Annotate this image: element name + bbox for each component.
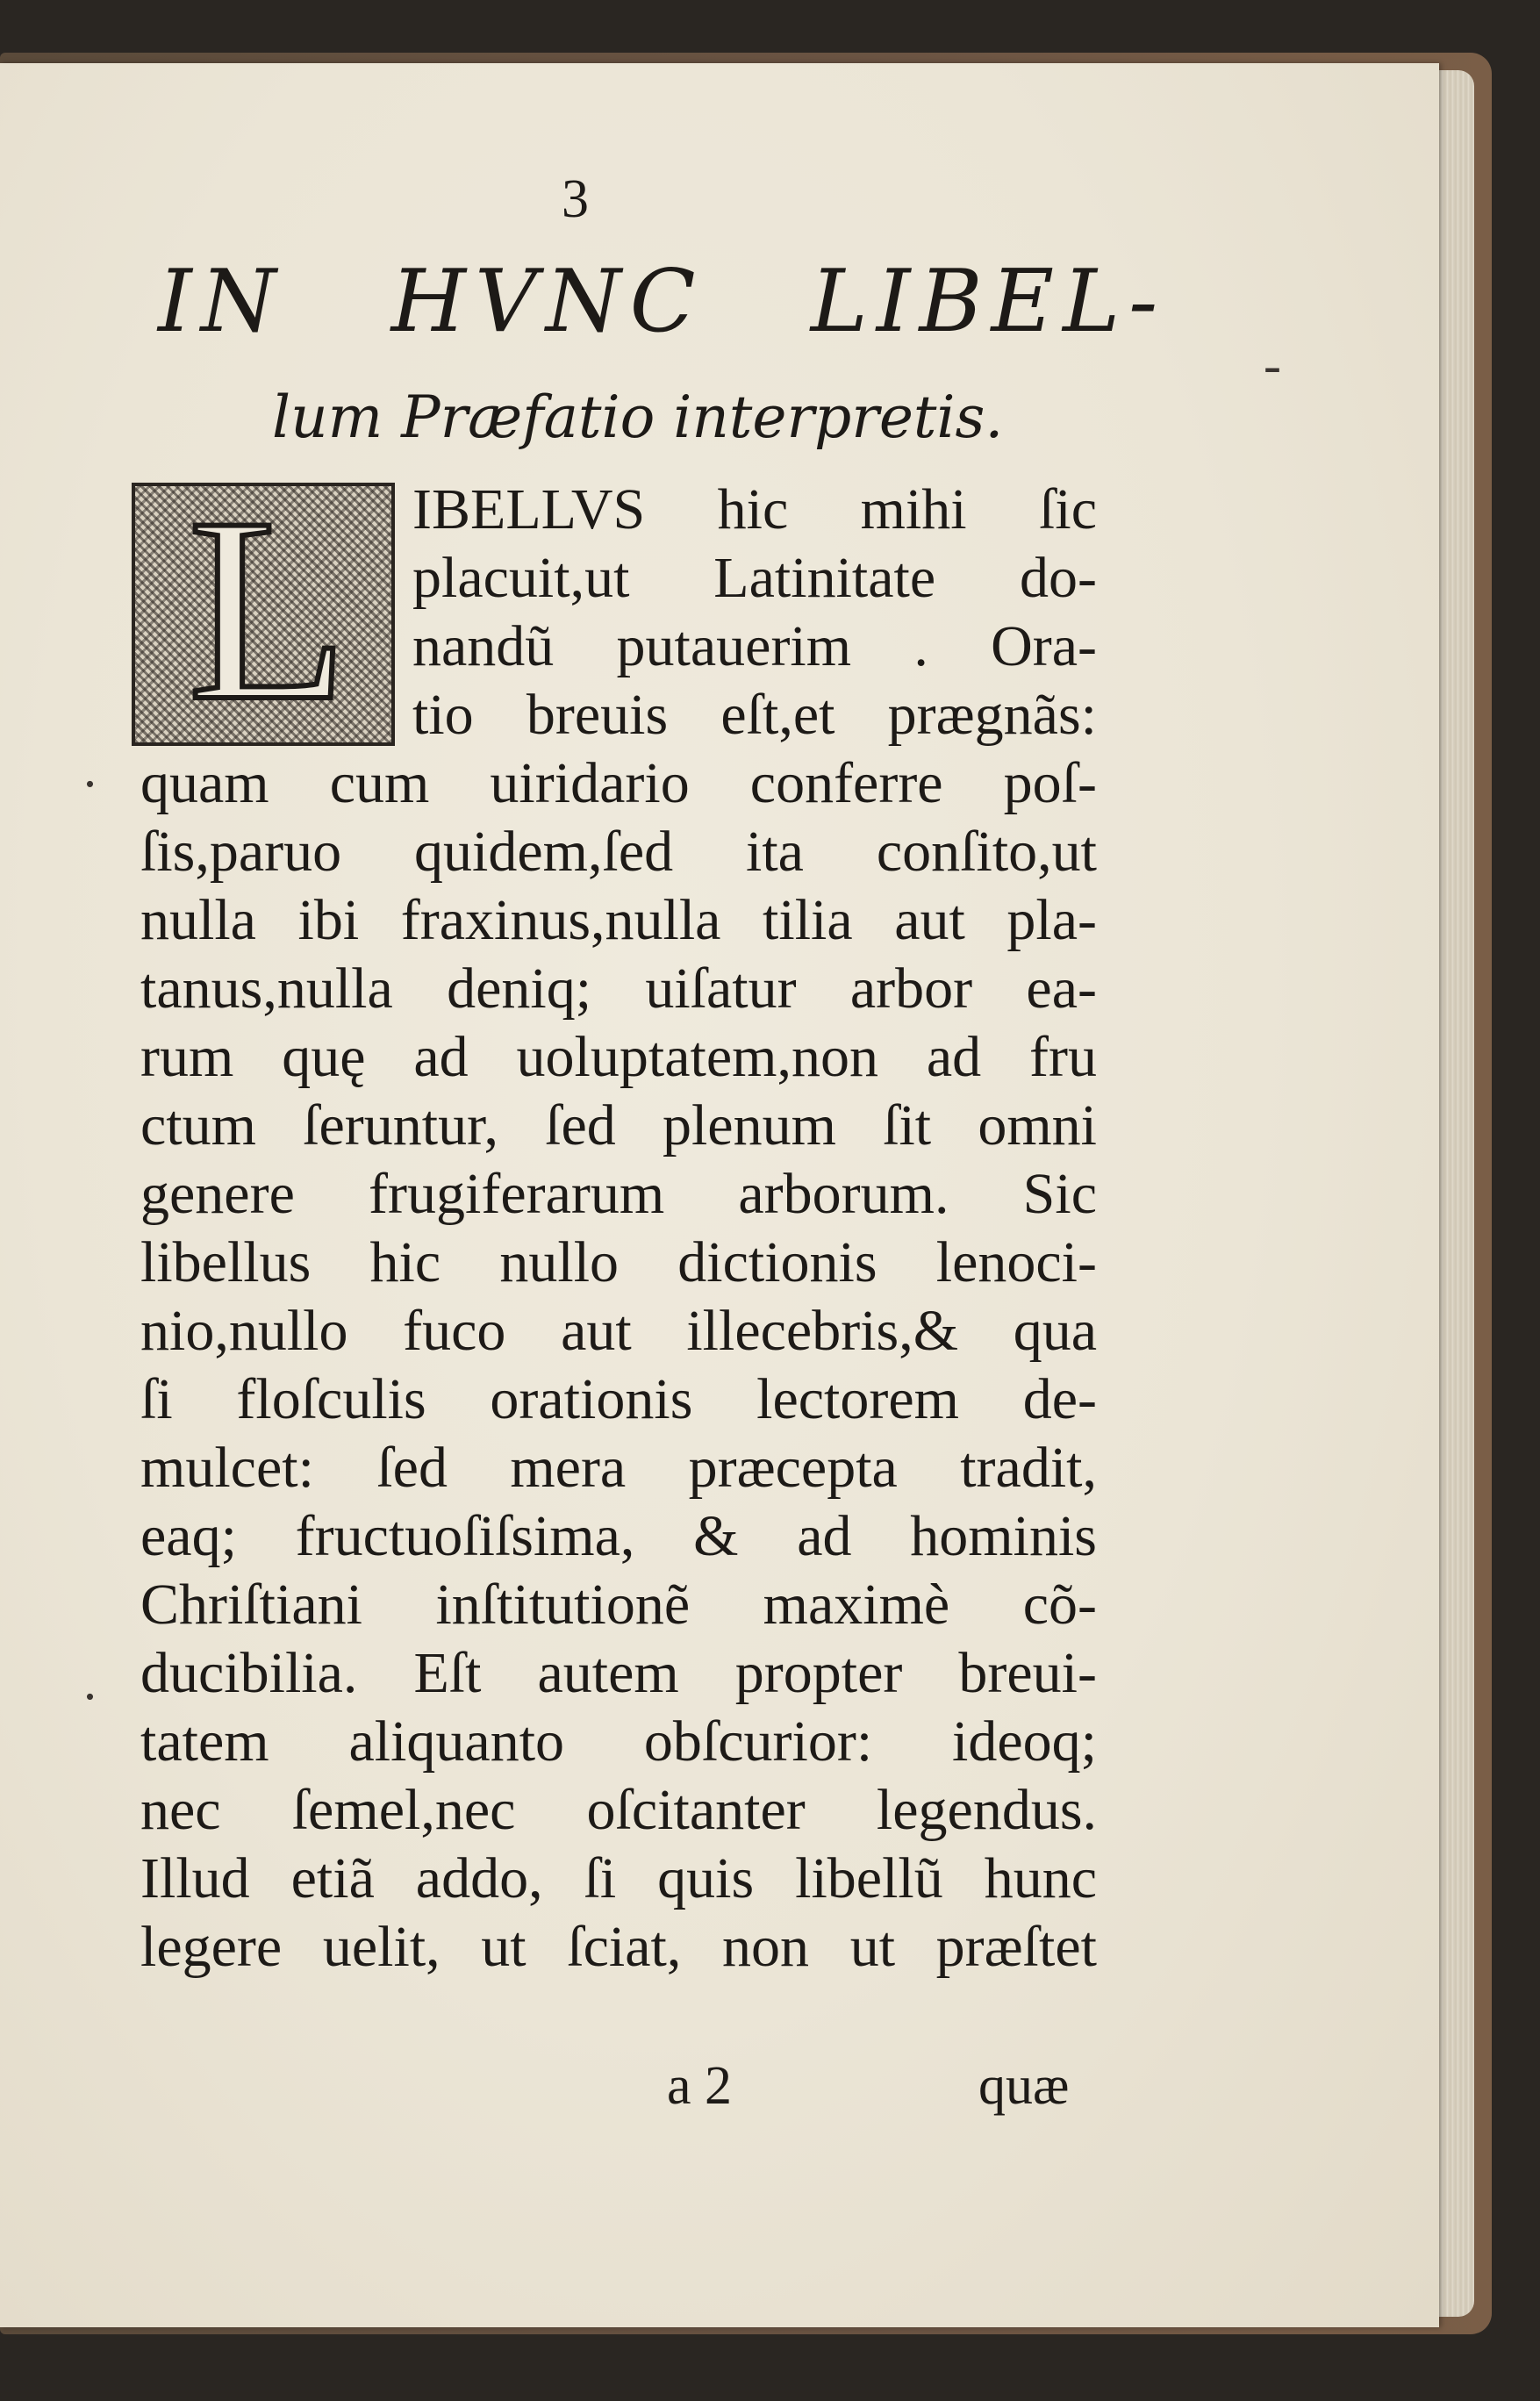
text-line: libellus hic nullo dictionis lenoci- <box>140 1230 1097 1294</box>
text-line: nec ſemel,nec oſcitanter legendus. <box>140 1778 1097 1842</box>
margin-mark: . <box>83 1652 97 1710</box>
text-line: nandũ putauerim . Ora- <box>412 614 1097 678</box>
text-line: tio breuis eſt,et prægnãs: <box>412 683 1097 747</box>
margin-mark: - <box>1264 336 1281 394</box>
text-line: eaq; fructuoſiſsima, & ad hominis <box>140 1504 1097 1568</box>
text-line: IBELLVS hic mihi ſic <box>412 477 1097 541</box>
text-line: nio,nullo fuco aut illecebris,& qua <box>140 1299 1097 1363</box>
text-line: ducibilia. Eſt autem propter breui- <box>140 1641 1097 1705</box>
text-line: tanus,nulla deniq; uiſatur arbor ea- <box>140 957 1097 1021</box>
text-line: mulcet: ſed mera præcepta tradit, <box>140 1436 1097 1500</box>
initial-letter: L <box>188 463 349 755</box>
book-page <box>0 63 1439 2327</box>
text-line: rum quę ad uoluptatem,non ad fru <box>140 1025 1097 1089</box>
catchword: quæ <box>978 2056 1070 2116</box>
text-line: ſis,paruo quidem,ſed ita conſito,ut <box>140 820 1097 884</box>
page-heading: IN HVNC LIBEL- <box>158 252 1167 352</box>
signature-mark: a 2 <box>667 2056 733 2116</box>
text-line: legere uelit, ut ſciat, non ut præſtet <box>140 1915 1097 1979</box>
text-line: ctum ſeruntur, ſed plenum ſit omni <box>140 1093 1097 1157</box>
text-line: nulla ibi fraxinus,nulla tilia aut pla- <box>140 888 1097 952</box>
text-line: quam cum uiridario conferre poſ- <box>140 751 1097 815</box>
body-text <box>140 463 1097 1982</box>
page-subheading: lum Præfatio interpretis. <box>272 383 1004 451</box>
text-line: Illud etiã addo, ſi quis libellũ hunc <box>140 1846 1097 1910</box>
text-line: ſi floſculis orationis lectorem de- <box>140 1367 1097 1431</box>
text-line: placuit,ut Latinitate do- <box>412 546 1097 610</box>
text-line: tatem aliquanto obſcurior: ideoq; <box>140 1709 1097 1774</box>
margin-mark: . <box>83 740 97 798</box>
page-number: 3 <box>562 169 589 229</box>
text-line: Chriſtiani inſtitutionẽ maximè cõ- <box>140 1573 1097 1637</box>
text-line: genere frugiferarum arborum. Sic <box>140 1162 1097 1226</box>
